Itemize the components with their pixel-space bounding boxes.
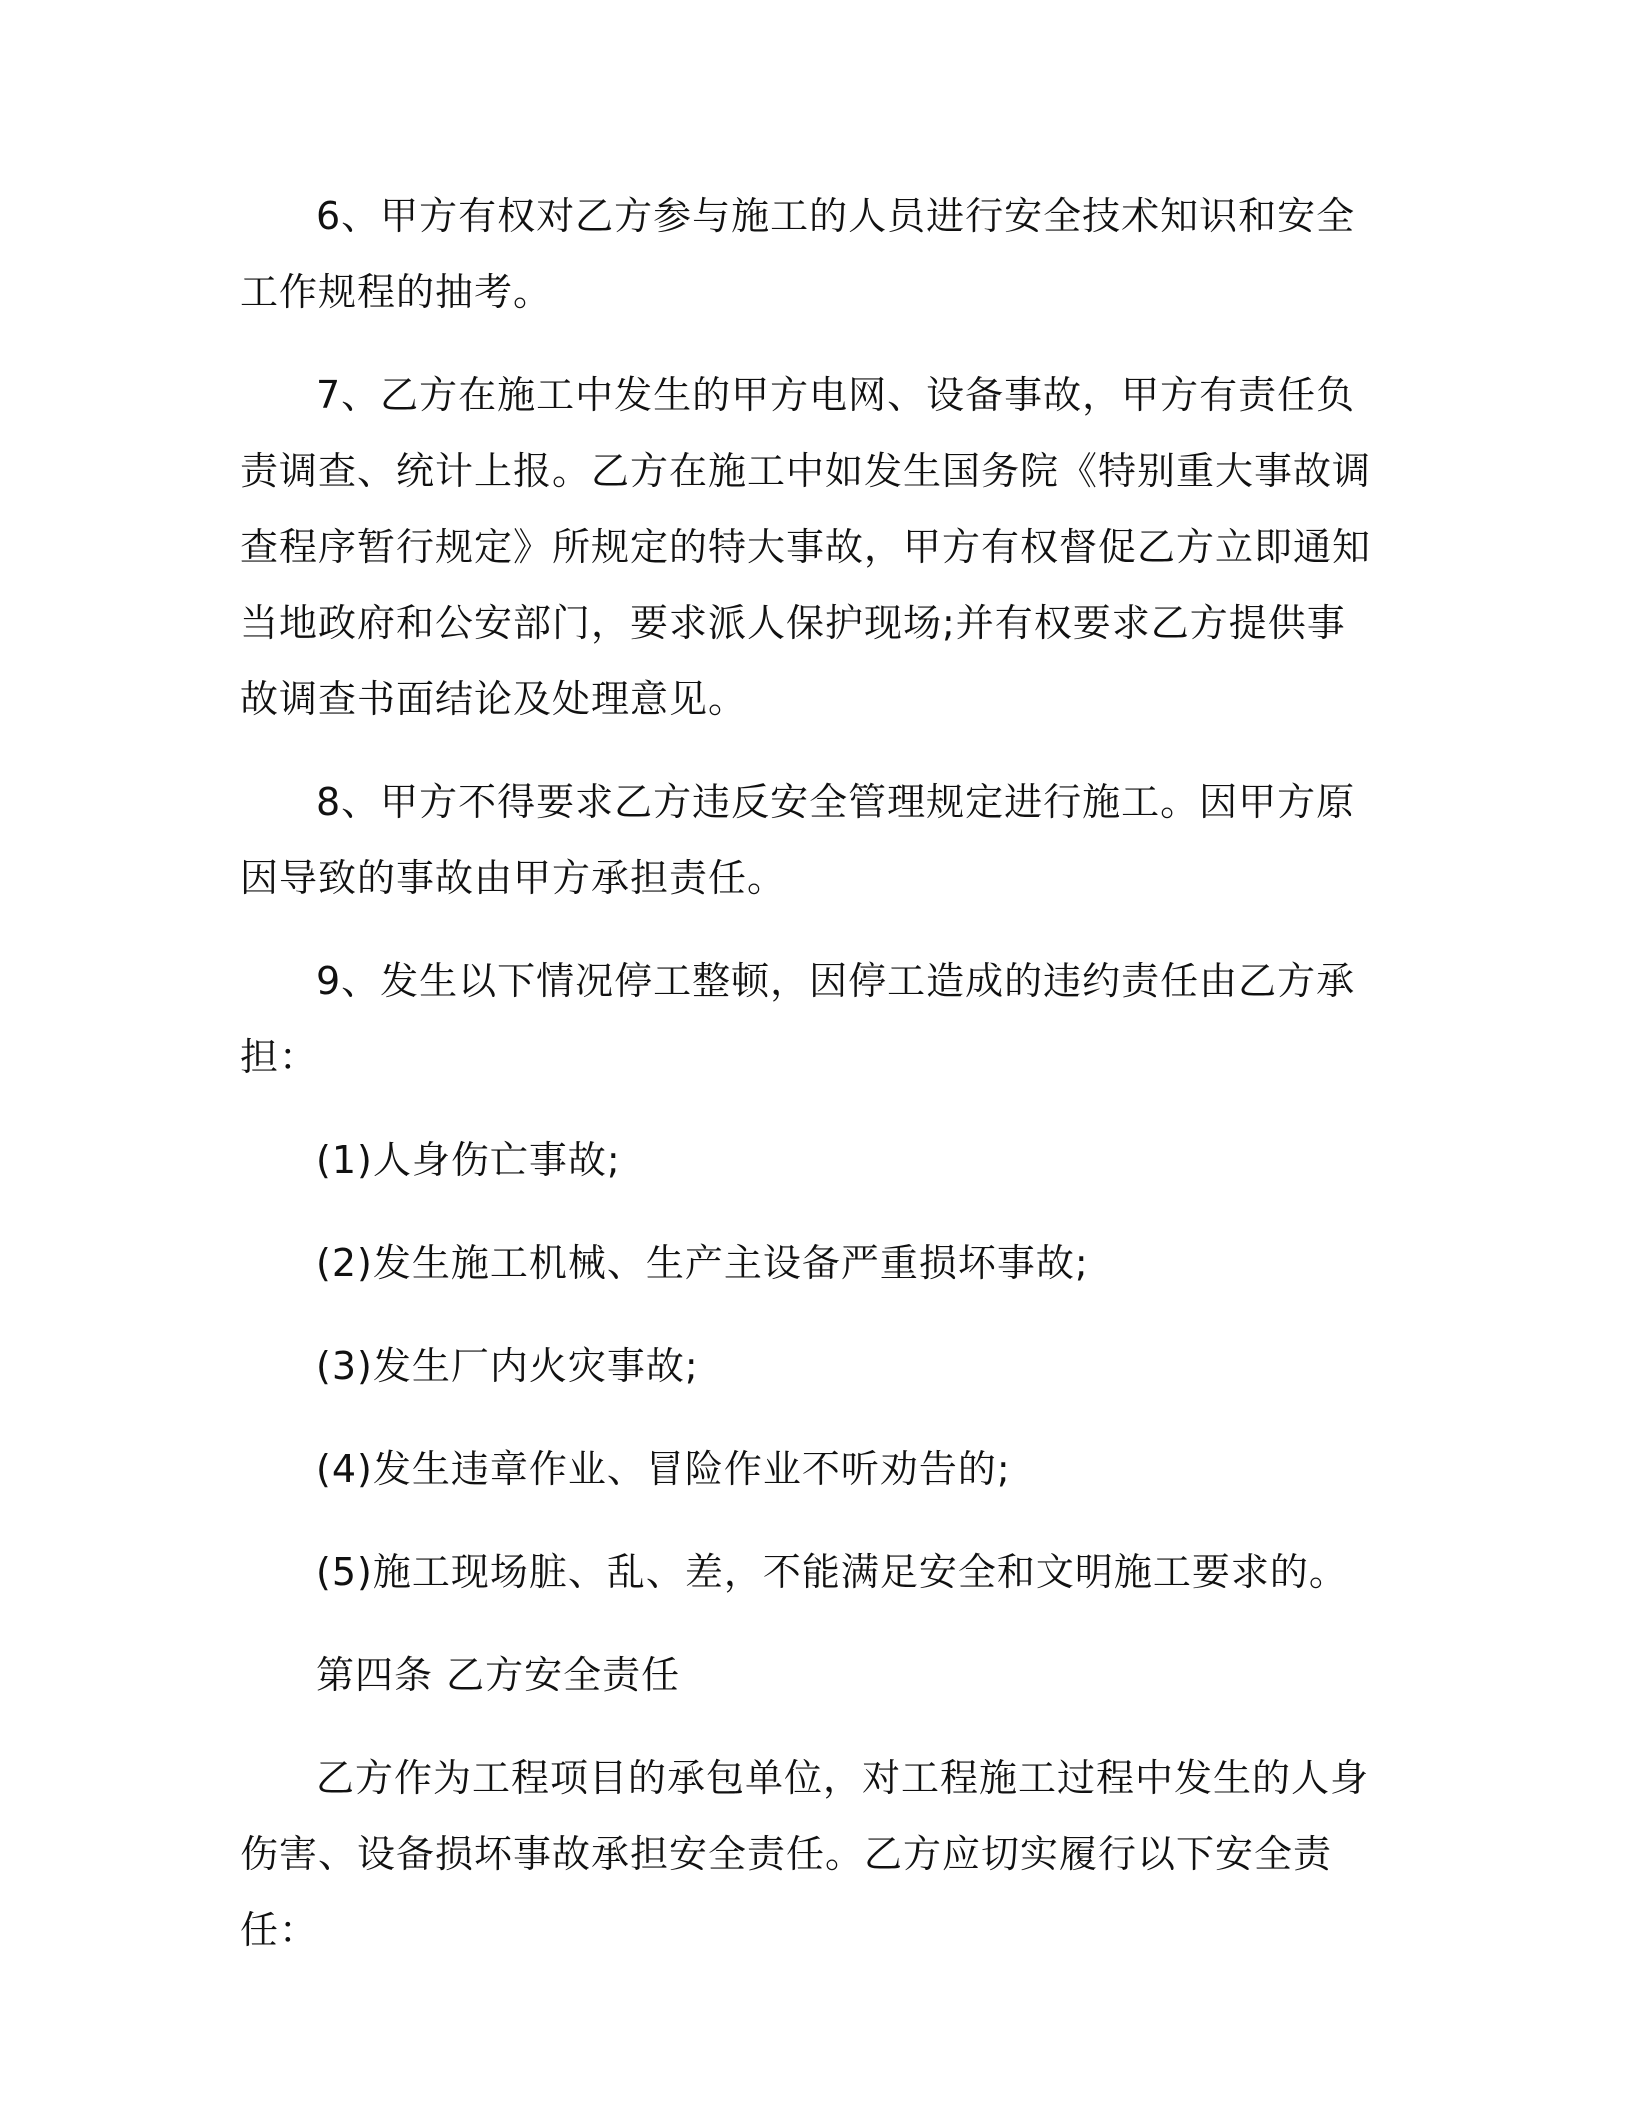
article-4-intro: 乙方作为工程项目的承包单位，对工程施工过程中发生的人身伤害、设备损坏事故承担安全责任。乙方应切实履行以下安全责任：	[240, 1756, 1370, 1952]
clause-9-item-4: (4)发生违章作业、冒险作业不听劝告的;	[316, 1447, 1011, 1491]
clause-7: 7、乙方在施工中发生的甲方电网、设备事故，甲方有责任负责调查、统计上报。乙方在施工中如发生国务院《特别重大事故调查程序暂行规定》所规定的特大事故，甲方有权督促乙方立即通知当地政府和公安部门，要求派人保护现场;并有权要求乙方提供事故调查书面结论及处理意见。	[240, 373, 1372, 721]
section-heading-article-4: 第四条 乙方安全责任	[316, 1653, 681, 1697]
clause-9-item-5: (5)施工现场脏、乱、差，不能满足安全和文明施工要求的。	[316, 1550, 1348, 1594]
clause-9-item-2: (2)发生施工机械、生产主设备严重损坏事故;	[316, 1241, 1089, 1285]
clause-8: 8、甲方不得要求乙方违反安全管理规定进行施工。因甲方原因导致的事故由甲方承担责任。	[240, 780, 1356, 900]
clause-9-item-3: (3)发生厂内火灾事故;	[316, 1344, 699, 1388]
document-body	[240, 178, 1380, 1995]
clause-9: 9、发生以下情况停工整顿，因停工造成的违约责任由乙方承担：	[240, 959, 1356, 1079]
clause-6: 6、甲方有权对乙方参与施工的人员进行安全技术知识和安全工作规程的抽考。	[240, 194, 1356, 314]
clause-9-item-1: (1)人身伤亡事故;	[316, 1138, 621, 1182]
